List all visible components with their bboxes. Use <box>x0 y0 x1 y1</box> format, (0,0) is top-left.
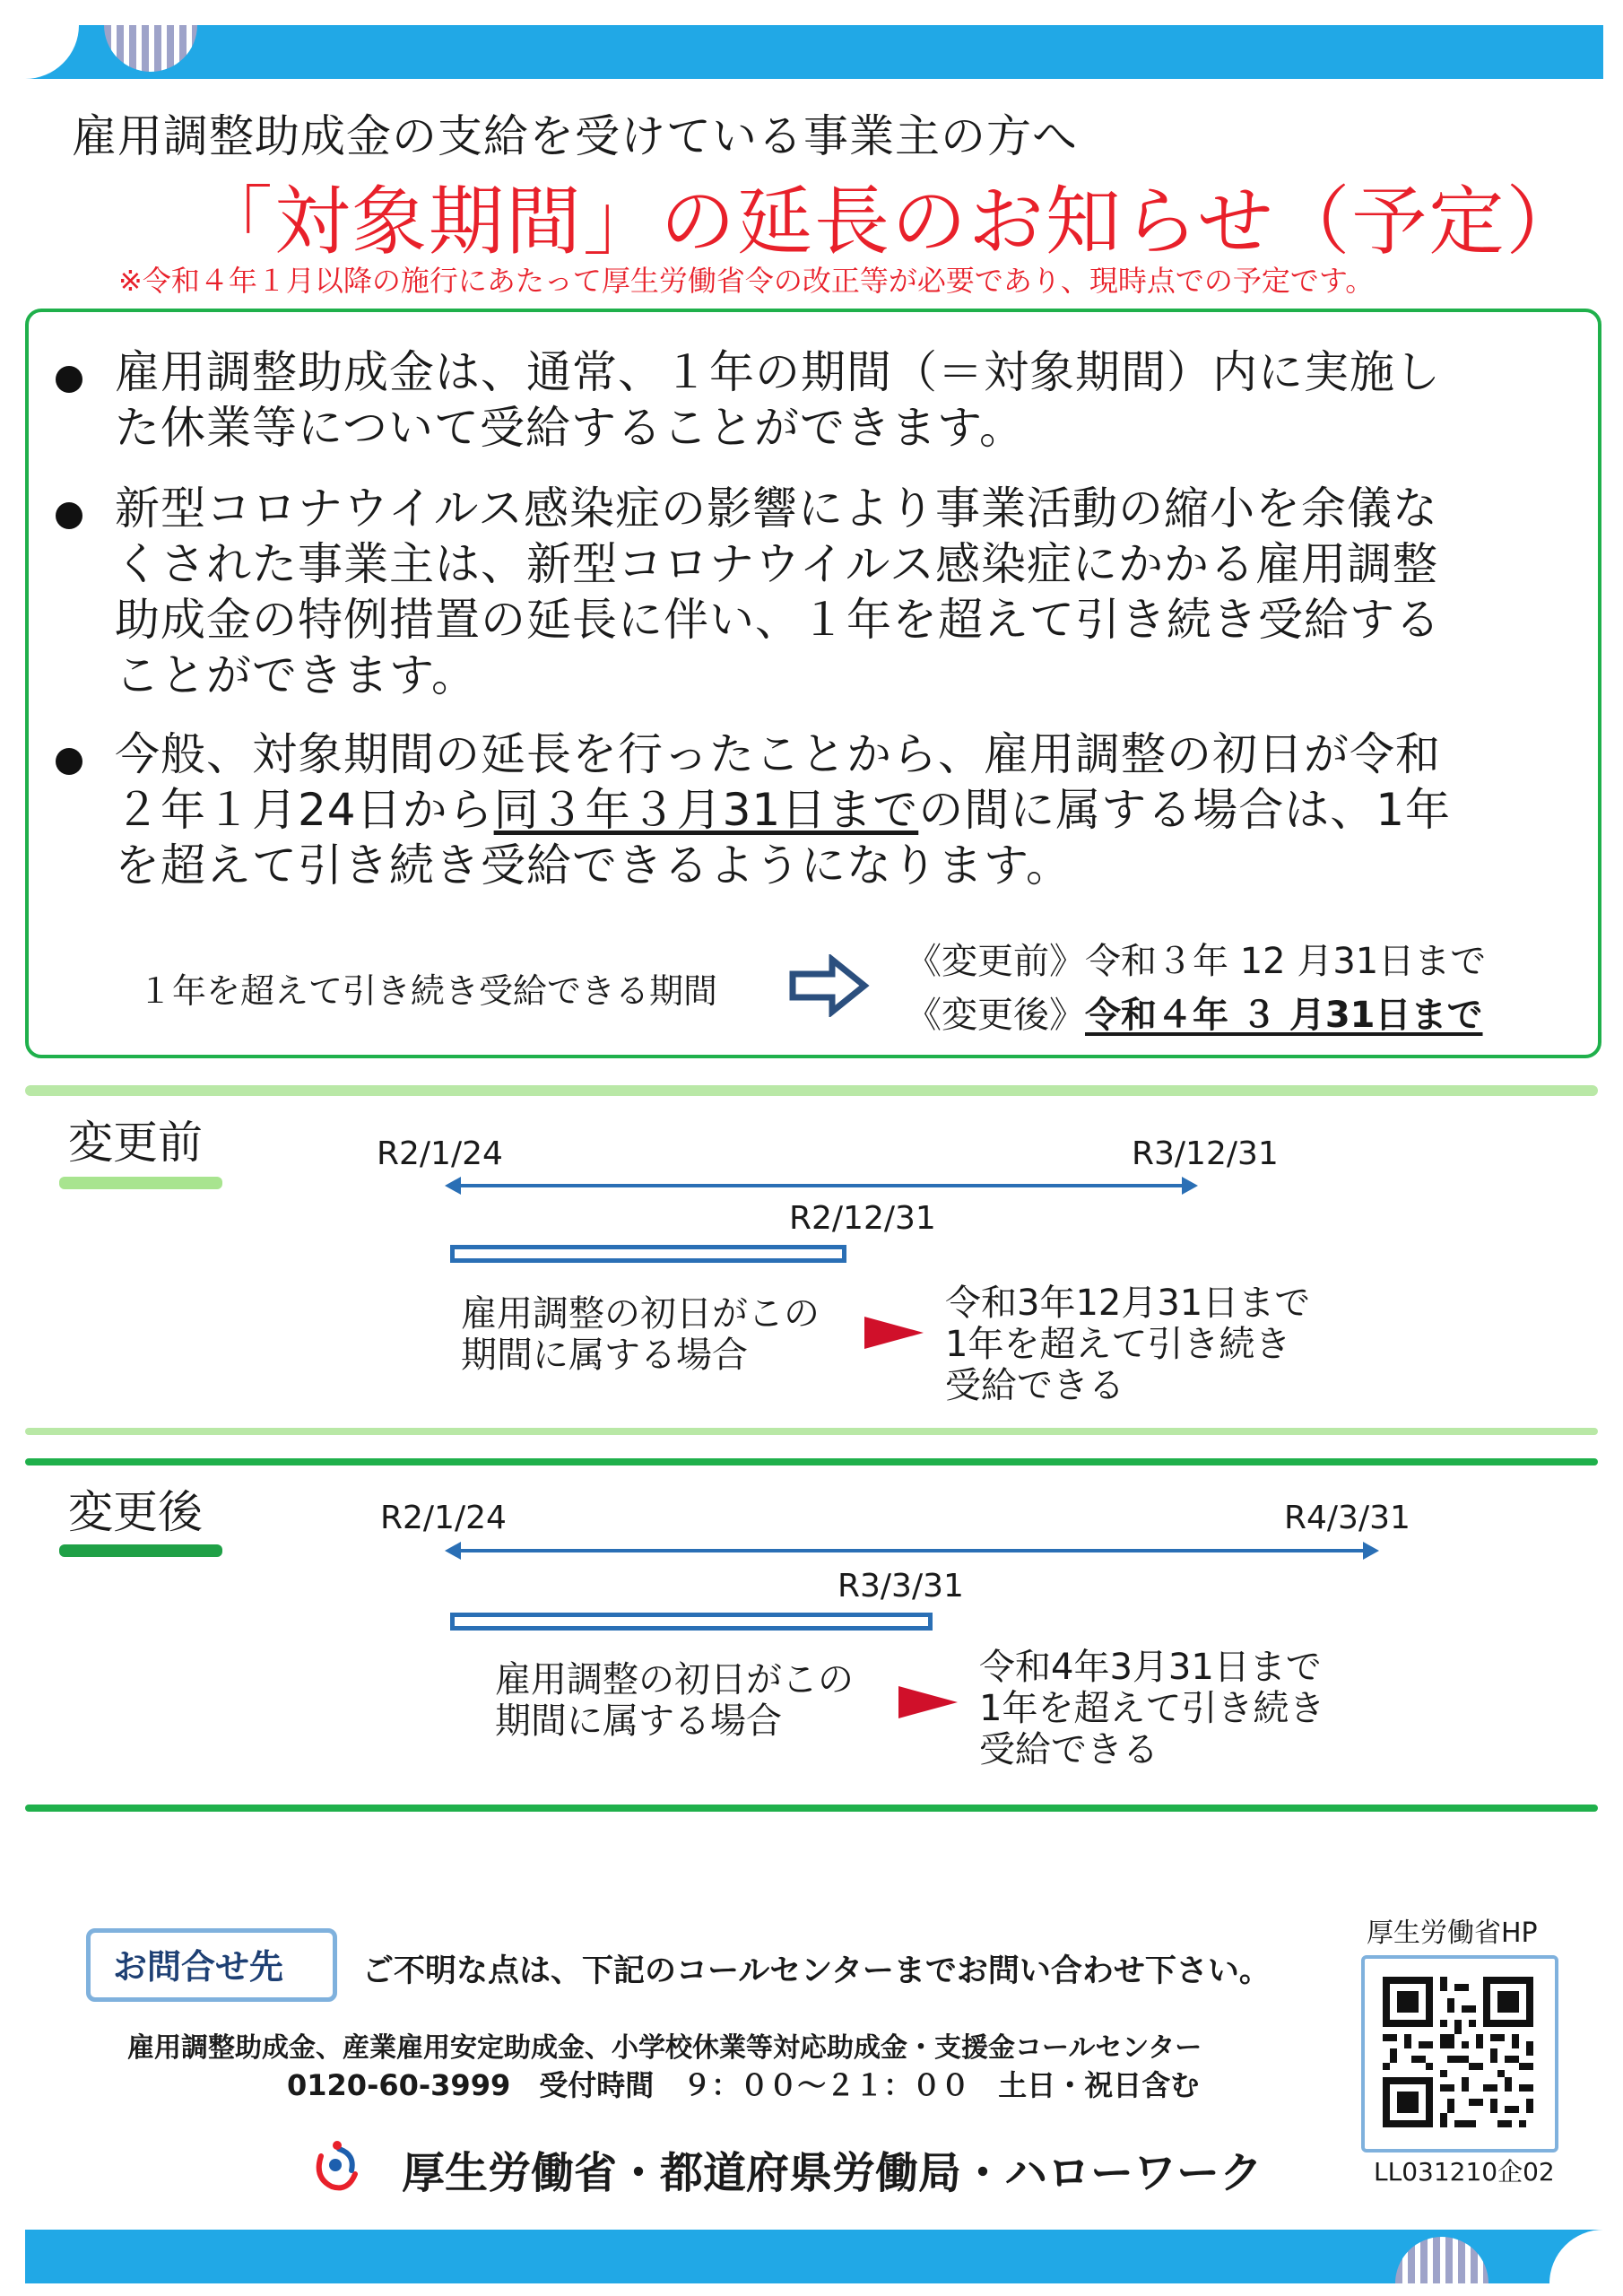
bullet-dot <box>56 366 82 393</box>
bullet-3-underlined-period: 同３年３月31日まで <box>493 784 919 836</box>
before-condition-line-2: 期間に属する場合 <box>461 1335 748 1376</box>
after-heading: 変更後 <box>68 1486 203 1538</box>
arrow-left-head-icon <box>445 1542 461 1560</box>
before-condition <box>461 1293 820 1376</box>
bullet-3-line-2 <box>115 782 1580 838</box>
contact-badge-label: お問合せ先 <box>113 1947 284 1987</box>
before-result-line-2: 1年を超えて引き続き <box>945 1324 1291 1365</box>
after-value: 令和４年 ３ 月31日まで <box>1085 995 1483 1036</box>
before-period-arrow <box>457 1184 1184 1187</box>
bullet-dot <box>56 748 82 775</box>
bullet-2-line-3: 助成金の特例措置の延長に伴い、１年を超えて引き続き受給する <box>115 594 1441 646</box>
before-start-date: R2/1/24 <box>377 1135 503 1172</box>
bottom-band <box>25 2230 1603 2283</box>
page-title: 「対象期間」の延長のお知らせ（予定） <box>197 178 1584 265</box>
bullet-2-line-4: ことができます。 <box>115 649 477 701</box>
bullet-1-line-1: 雇用調整助成金は、通常、１年の期間（＝対象期間）内に実施し <box>115 346 1441 398</box>
arrow-right-head-icon <box>1363 1542 1379 1560</box>
before-result <box>945 1283 1310 1406</box>
after-condition-line-1: 雇用調整の初日がこの <box>495 1659 854 1700</box>
header-note: ※令和４年１月以降の施行にあたって厚生労働省令の改正等が必要であり、現時点での予定です。 <box>118 264 1375 298</box>
bullet-item-3 <box>56 726 1580 893</box>
after-eligible-range <box>450 1613 933 1631</box>
after-red-triangle-icon <box>898 1686 958 1718</box>
before-condition-line-1: 雇用調整の初日がこの <box>461 1293 820 1335</box>
after-result-line-2: 1年を超えて引き続き <box>979 1688 1325 1729</box>
bullet-1-line-2: た休業等について受給することができます。 <box>115 402 1025 454</box>
mhlw-logo-icon <box>312 2138 362 2192</box>
page-subtitle: 雇用調整助成金の支給を受けている事業主の方へ <box>72 110 1078 162</box>
arrow-left-head-icon <box>445 1177 461 1195</box>
qr-code-icon[interactable] <box>1383 1977 1533 2127</box>
bullet-item-1 <box>56 344 1580 456</box>
after-panel-bottom-bar <box>25 1805 1598 1812</box>
bullet-3-line-2-pre: ２年１月24日から <box>115 784 494 836</box>
hp-label: 厚生労働省HP <box>1367 1918 1538 1949</box>
before-mid-date: R2/12/31 <box>789 1200 936 1237</box>
call-center-name: 雇用調整助成金、産業雇用安定助成金、小学校休業等対応助成金・支援金コールセンター <box>127 2032 1202 2064</box>
before-panel-bottom-bar <box>25 1428 1598 1435</box>
period-before <box>906 933 1486 984</box>
before-panel-top-bar <box>25 1085 1598 1096</box>
before-end-date: R3/12/31 <box>1132 1135 1279 1172</box>
after-period-arrow <box>457 1549 1365 1552</box>
bullet-3-line-3: を超えて引き続き受給できるようになります。 <box>115 839 1072 891</box>
after-panel-top-bar <box>25 1458 1598 1465</box>
before-result-line-1: 令和3年12月31日まで <box>945 1283 1311 1324</box>
bullet-item-2 <box>56 481 1580 703</box>
contact-lead: ご不明な点は、下記のコールセンターまでお問い合わせ下さい。 <box>362 1953 1271 1989</box>
bullet-3-line-1: 今般、対象期間の延長を行ったことから、雇用調整の初日が令和 <box>115 728 1441 780</box>
bullet-3-line-2-post: の間に属する場合は、1年 <box>918 784 1452 836</box>
before-red-triangle-icon <box>864 1317 924 1349</box>
after-condition <box>495 1659 854 1742</box>
before-result-line-3: 受給できる <box>945 1365 1124 1406</box>
period-after <box>906 987 1483 1038</box>
bullet-dot <box>56 502 82 529</box>
bullet-2-line-1: 新型コロナウイルス感染症の影響により事業活動の縮小を余儀な <box>115 483 1438 535</box>
before-heading: 変更前 <box>68 1117 203 1169</box>
arrow-right-head-icon <box>1182 1177 1198 1195</box>
after-condition-line-2: 期間に属する場合 <box>495 1700 782 1742</box>
after-result <box>979 1647 1324 1770</box>
before-value: 令和３年 12 月31日まで <box>1085 941 1487 982</box>
after-result-line-3: 受給できる <box>979 1729 1159 1770</box>
document-code: LL031210企02 <box>1374 2157 1555 2187</box>
before-heading-underline <box>59 1177 222 1189</box>
top-band <box>25 25 1603 79</box>
after-mid-date: R3/3/31 <box>838 1568 964 1605</box>
after-start-date: R2/1/24 <box>380 1500 507 1536</box>
organization-name: 厚生労働省・都道府県労働局・ハローワーク <box>402 2148 1263 2198</box>
after-end-date: R4/3/31 <box>1284 1500 1410 1536</box>
before-eligible-range <box>450 1245 846 1263</box>
after-tag: 《変更後》 <box>906 995 1085 1036</box>
call-center-phone: 0120-60-3999 受付時間 ９：００～２１：００ 土日・祝日含む <box>287 2068 1200 2102</box>
hollow-right-arrow-icon <box>789 954 870 1017</box>
after-result-line-1: 令和4年3月31日まで <box>979 1647 1322 1688</box>
bullet-2-line-2: くされた事業主は、新型コロナウイルス感染症にかかる雇用調整 <box>115 538 1438 590</box>
before-tag: 《変更前》 <box>906 941 1085 982</box>
period-label: １年を超えて引き続き受給できる期間 <box>138 971 718 1011</box>
after-heading-underline <box>59 1544 222 1557</box>
